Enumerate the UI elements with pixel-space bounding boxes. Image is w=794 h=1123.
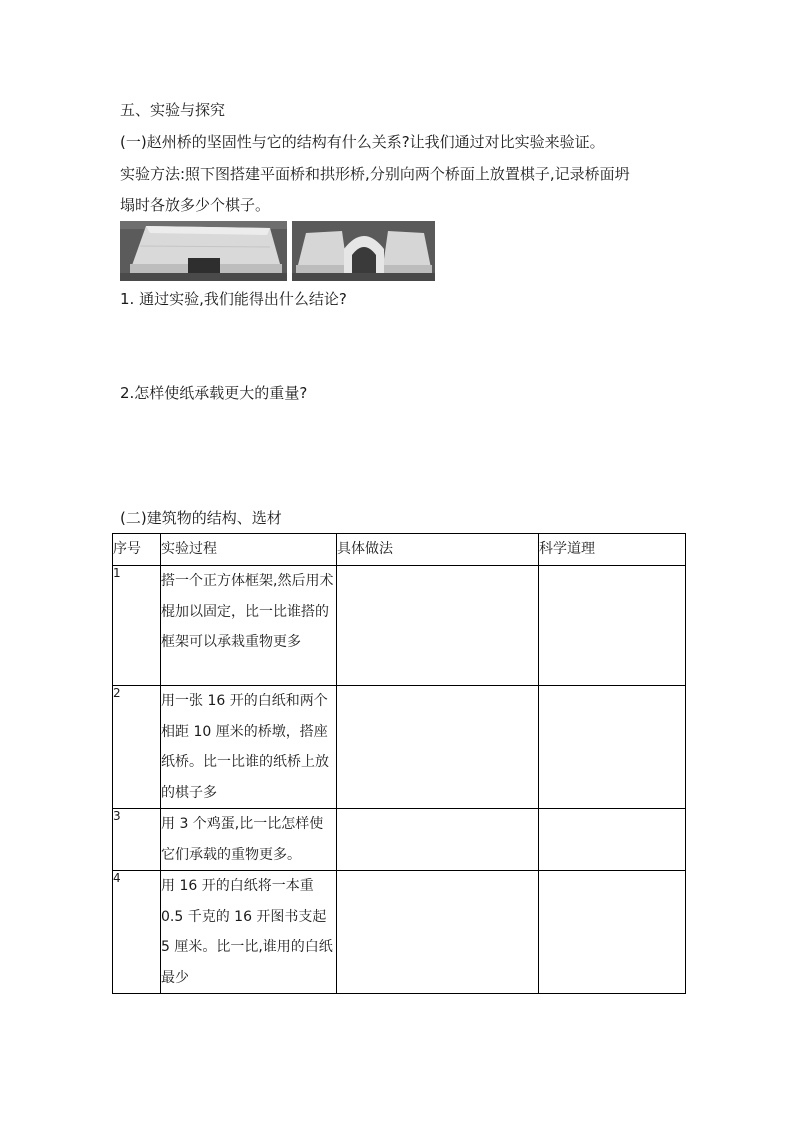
header-method: 具体做法	[337, 534, 539, 566]
part1-question: (一)赵州桥的坚固性与它的结构有什么关系?让我们通过对比实验来验证。	[120, 133, 605, 151]
row-principle-cell[interactable]	[539, 809, 686, 871]
row-process: 用一张 16 开的白纸和两个相距 10 厘米的桥墩，搭座纸桥。比一比谁的纸桥上放的棋子多	[161, 686, 337, 809]
table-row	[113, 686, 686, 809]
row-number: 1	[113, 566, 161, 686]
section-heading: 五、实验与探究	[120, 101, 226, 119]
row-number: 4	[113, 871, 161, 994]
table-row	[113, 871, 686, 994]
flat-bridge-photo	[120, 221, 287, 281]
part2-title: (二)建筑物的结构、选材	[120, 509, 282, 527]
question-conclusion: 1. 通过实验,我们能得出什么结论?	[120, 290, 347, 308]
row-process: 用 3 个鸡蛋,比一比怎样使它们承载的重物更多。	[161, 809, 337, 871]
method-text-line2: 塌时各放多少个棋子。	[120, 196, 271, 214]
question-paper-weight: 2.怎样使纸承载更大的重量?	[120, 384, 308, 402]
table-row	[113, 566, 686, 686]
row-method-cell[interactable]	[337, 871, 539, 994]
row-method-cell[interactable]	[337, 686, 539, 809]
row-process: 搭一个正方体框架,然后用术棍加以固定，比一比谁搭的框架可以承栽重物更多	[161, 566, 337, 686]
row-method-cell[interactable]	[337, 809, 539, 871]
experiment-table	[112, 533, 686, 994]
row-process: 用 16 开的白纸将一本重 0.5 千克的 16 开图书支起 5 厘米。比一比,谁用的白纸最少	[161, 871, 337, 994]
row-number: 3	[113, 809, 161, 871]
row-principle-cell[interactable]	[539, 566, 686, 686]
arch-bridge-photo	[292, 221, 435, 281]
row-method-cell[interactable]	[337, 566, 539, 686]
table-row	[113, 809, 686, 871]
table-header-row	[113, 534, 686, 566]
method-text-line1: 实验方法:照下图搭建平面桥和拱形桥,分别向两个桥面上放置棋子,记录桥面坍	[120, 165, 630, 183]
header-process: 实验过程	[161, 534, 337, 566]
header-number: 序号	[113, 534, 161, 566]
row-principle-cell[interactable]	[539, 686, 686, 809]
header-principle: 科学道理	[539, 534, 686, 566]
row-principle-cell[interactable]	[539, 871, 686, 994]
row-number: 2	[113, 686, 161, 809]
